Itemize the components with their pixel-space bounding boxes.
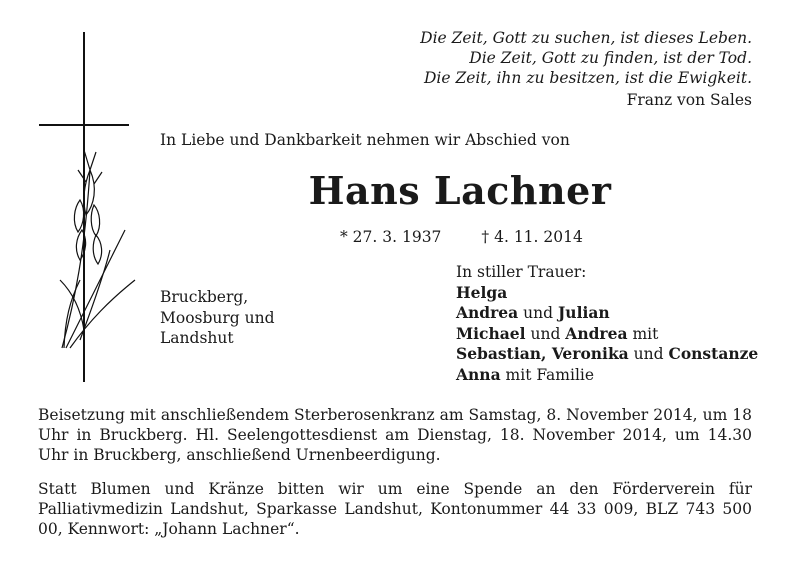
- life-dates: [340, 228, 623, 246]
- mourner-line: Michael und Andrea mit: [456, 323, 659, 343]
- birth-date: * 27. 3. 1937: [340, 228, 442, 246]
- deceased-name: Hans Lachner: [308, 168, 612, 213]
- wheat-icon: [50, 130, 140, 350]
- quote: [420, 28, 752, 88]
- mourner-line: Sebastian, Veronika und Constanze: [456, 344, 759, 363]
- burial-paragraph: Beisetzung mit anschließendem Sterberosenkranz am Samstag, 8. November 2014, um 18 Uhr in Bruckberg. Hl. Seelengottesdienst am Dienstag, 18. November 2014, um 14.30 Uhr in Bruckberg, anschließend Urnenbeerdigung.: [38, 406, 752, 464]
- quote-author: Franz von Sales: [626, 91, 752, 109]
- mourners-list: [456, 262, 758, 385]
- quote-line: Die Zeit, ihn zu besitzen, ist die Ewigkeit.: [424, 69, 752, 87]
- place-line: Bruckberg,: [160, 288, 249, 306]
- mourners-heading: In stiller Trauer:: [456, 263, 587, 281]
- mourner-line: Helga: [456, 282, 508, 302]
- donation-paragraph: Statt Blumen und Kränze bitten wir um eine Spende an den Förderverein für Palliativmedizin Landshut, Sparkasse Landshut, Kontonummer 44 33 009, BLZ 743 500 00, Kennwort: „Johann Lachner“.: [38, 480, 752, 538]
- intro-text: In Liebe und Dankbarkeit nehmen wir Abschied von: [160, 131, 570, 149]
- death-date: † 4. 11. 2014: [481, 228, 583, 246]
- mourner-line: Anna mit Familie: [456, 364, 595, 384]
- mourner-line: Andrea und Julian: [456, 303, 610, 322]
- quote-line: Die Zeit, Gott zu finden, ist der Tod.: [469, 49, 752, 67]
- place-line: Landshut: [160, 329, 234, 347]
- cross-horizontal-beam: [39, 124, 129, 126]
- quote-line: Die Zeit, Gott zu suchen, ist dieses Leben.: [420, 29, 752, 47]
- places: [160, 287, 275, 349]
- place-line: Moosburg und: [160, 308, 275, 327]
